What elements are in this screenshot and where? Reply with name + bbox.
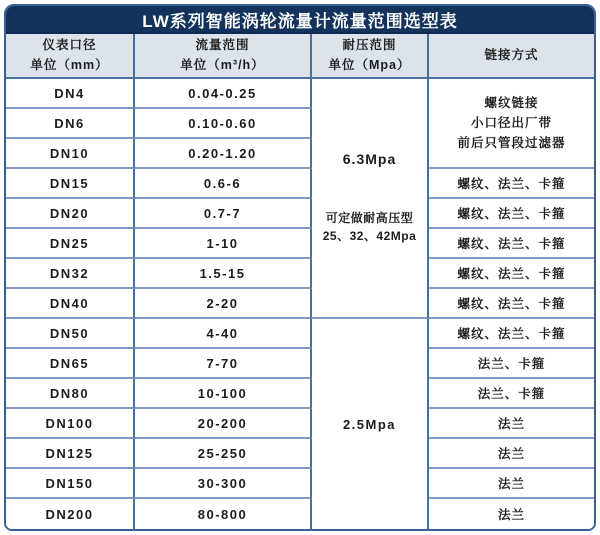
header-flow-line1: 流量范围 — [195, 38, 250, 53]
flow-range-cell: 0.10-0.60 — [135, 109, 312, 139]
pressure-high-note — [323, 209, 417, 245]
flow-range-cell: 25-250 — [135, 439, 312, 469]
flow-range-cell: 0.20-1.20 — [135, 139, 312, 169]
pressure-high-value: 6.3Mpa — [342, 151, 397, 167]
flow-range-cell: 30-300 — [135, 469, 312, 499]
header-pressure-line2: 单位（Mpa） — [328, 57, 411, 72]
header-diameter-line1: 仪表口径 — [42, 38, 97, 53]
flow-range-cell: 7-70 — [135, 349, 312, 379]
connection-cell: 螺纹、法兰、卡箍 — [429, 229, 594, 259]
header-flow — [135, 34, 312, 79]
header-pressure — [312, 34, 429, 79]
connection-cell: 法兰、卡箍 — [429, 349, 594, 379]
pressure-low-value: 2.5Mpa — [342, 416, 397, 432]
diameter-cell: DN50 — [6, 319, 135, 349]
pressure-high-note-line2: 25、32、42Mpa — [322, 229, 417, 243]
connection-cell: 法兰 — [429, 469, 594, 499]
diameter-cell: DN4 — [6, 79, 135, 109]
header-flow-line2: 单位（m³/h） — [180, 57, 265, 72]
connection-cell: 螺纹、法兰、卡箍 — [429, 259, 594, 289]
connection-merged-line2: 小口径出厂带 — [470, 116, 552, 130]
connection-cell: 法兰 — [429, 499, 594, 529]
connection-merged-line3: 前后只管段过滤器 — [457, 136, 566, 150]
diameter-cell: DN80 — [6, 379, 135, 409]
flow-range-cell: 4-40 — [135, 319, 312, 349]
diameter-cell: DN40 — [6, 289, 135, 319]
diameter-cell: DN10 — [6, 139, 135, 169]
flow-range-cell: 1-10 — [135, 229, 312, 259]
connection-cell: 螺纹、法兰、卡箍 — [429, 289, 594, 319]
diameter-cell: DN65 — [6, 349, 135, 379]
connection-cell: 螺纹、法兰、卡箍 — [429, 199, 594, 229]
diameter-cell: DN25 — [6, 229, 135, 259]
flow-range-cell: 0.7-7 — [135, 199, 312, 229]
header-connection-line1: 链接方式 — [484, 47, 539, 62]
connection-cell: 法兰 — [429, 439, 594, 469]
flow-range-cell: 20-200 — [135, 409, 312, 439]
diameter-cell: DN6 — [6, 109, 135, 139]
connection-cell: 法兰、卡箍 — [429, 379, 594, 409]
diameter-cell: DN32 — [6, 259, 135, 289]
flow-range-cell: 10-100 — [135, 379, 312, 409]
table-grid — [6, 34, 594, 529]
connection-cell: 螺纹、法兰、卡箍 — [429, 169, 594, 199]
diameter-cell: DN15 — [6, 169, 135, 199]
selection-table — [4, 4, 596, 531]
diameter-cell: DN100 — [6, 409, 135, 439]
diameter-cell: DN150 — [6, 469, 135, 499]
diameter-cell: DN20 — [6, 199, 135, 229]
header-diameter-line2: 单位（mm） — [30, 57, 109, 72]
diameter-cell: DN125 — [6, 439, 135, 469]
connection-cell: 螺纹、法兰、卡箍 — [429, 319, 594, 349]
flow-range-cell: 1.5-15 — [135, 259, 312, 289]
flow-range-cell: 0.6-6 — [135, 169, 312, 199]
header-connection — [429, 34, 594, 79]
header-pressure-line1: 耐压范围 — [342, 38, 397, 53]
connection-cell-merged — [429, 79, 594, 169]
pressure-cell-high — [312, 79, 429, 319]
pressure-cell-low — [312, 319, 429, 529]
table-title: LW系列智能涡轮流量计流量范围选型表 — [6, 6, 594, 34]
diameter-cell: DN200 — [6, 499, 135, 529]
flow-range-cell: 2-20 — [135, 289, 312, 319]
connection-cell: 法兰 — [429, 409, 594, 439]
header-diameter — [6, 34, 135, 79]
flow-range-cell: 0.04-0.25 — [135, 79, 312, 109]
pressure-high-note-line1: 可定做耐高压型 — [325, 211, 414, 225]
connection-merged-line1: 螺纹链接 — [484, 96, 539, 110]
flow-range-cell: 80-800 — [135, 499, 312, 529]
